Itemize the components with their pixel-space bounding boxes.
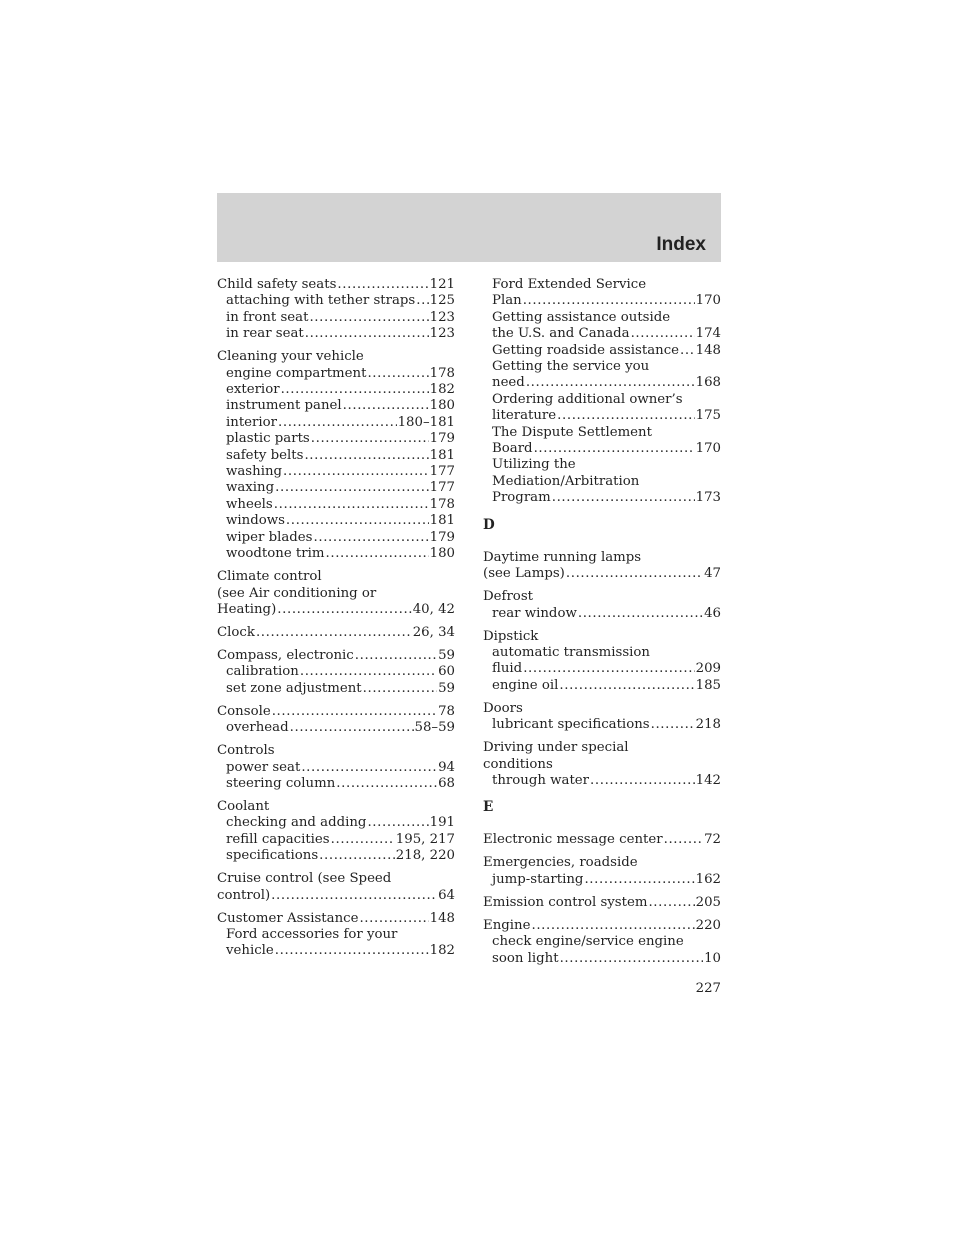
page-ref: 180–181 bbox=[397, 414, 455, 430]
page-ref: 218, 220 bbox=[395, 848, 455, 864]
dot-leader bbox=[523, 293, 695, 309]
entry-text: engine oil bbox=[492, 677, 559, 693]
index-subentry bbox=[217, 310, 455, 326]
dot-leader bbox=[283, 464, 429, 480]
dot-leader bbox=[278, 415, 397, 431]
page-ref: 218 bbox=[695, 717, 721, 733]
entry-gap bbox=[217, 792, 455, 799]
page-ref: 220 bbox=[695, 917, 721, 933]
index-subentry bbox=[483, 408, 721, 424]
entry-gap bbox=[483, 888, 721, 895]
index-subentry bbox=[217, 927, 455, 943]
page-ref: 142 bbox=[695, 772, 721, 788]
index-subentry bbox=[483, 951, 721, 967]
entry-text: specifications bbox=[226, 848, 319, 864]
entry-text: refill capacities bbox=[226, 831, 330, 847]
dot-leader bbox=[552, 490, 695, 506]
index-subentry bbox=[483, 606, 721, 622]
index-subentry bbox=[217, 664, 455, 680]
entry-text: Program bbox=[492, 490, 551, 506]
entry-text: power seat bbox=[226, 759, 301, 775]
index-subentry bbox=[217, 776, 455, 792]
page-ref: 209 bbox=[695, 661, 721, 677]
dot-leader bbox=[363, 681, 437, 697]
entry-text: Child safety seats bbox=[217, 277, 337, 292]
index-subentry bbox=[217, 546, 455, 562]
dot-leader bbox=[651, 717, 695, 733]
entry-text: Dipstick bbox=[483, 628, 539, 644]
dot-leader bbox=[355, 648, 437, 664]
index-subentry bbox=[483, 326, 721, 342]
index-subentry bbox=[217, 480, 455, 496]
index-subentry bbox=[217, 415, 455, 431]
dot-leader bbox=[534, 441, 695, 457]
entry-text: Ordering additional owner’s bbox=[492, 391, 683, 407]
index-subentry bbox=[483, 343, 721, 359]
dot-leader bbox=[305, 326, 429, 342]
entry-text: Emergencies, roadside bbox=[483, 855, 638, 871]
page-ref: 148 bbox=[695, 342, 721, 358]
index-entry bbox=[217, 911, 455, 927]
entry-text: interior bbox=[226, 414, 277, 430]
entry-text: jump-starting bbox=[492, 871, 584, 887]
entry-text: woodtone trim bbox=[226, 546, 325, 562]
page-title: Index bbox=[656, 234, 706, 255]
entry-text: windows bbox=[226, 513, 285, 529]
index-subentry bbox=[217, 815, 455, 831]
dot-leader bbox=[314, 530, 429, 546]
entry-gap bbox=[483, 694, 721, 701]
entry-text: Clock bbox=[217, 624, 255, 640]
entry-text: Plan bbox=[492, 293, 522, 309]
entry-text: Compass, electronic bbox=[217, 647, 354, 663]
index-subentry bbox=[483, 425, 721, 441]
entry-text: literature bbox=[492, 408, 557, 424]
entry-gap bbox=[483, 911, 721, 918]
index-subentry bbox=[217, 326, 455, 342]
entry-text: lubricant specifications bbox=[492, 717, 650, 733]
dot-leader bbox=[648, 895, 694, 911]
dot-leader bbox=[337, 277, 428, 293]
index-subentry bbox=[483, 310, 721, 326]
index-entry bbox=[483, 629, 721, 645]
entry-text: Daytime running lamps bbox=[483, 549, 642, 565]
dot-leader bbox=[319, 848, 395, 864]
page-ref: 180 bbox=[429, 398, 455, 414]
entry-gap bbox=[217, 737, 455, 744]
index-subentry bbox=[483, 490, 721, 506]
page-ref: 182 bbox=[429, 943, 455, 959]
entry-text: checking and adding bbox=[226, 815, 367, 831]
entry-text: soon light bbox=[492, 950, 559, 966]
dot-leader bbox=[560, 951, 704, 967]
index-entry bbox=[483, 740, 721, 756]
page-ref: 179 bbox=[429, 431, 455, 447]
entry-text: wiper blades bbox=[226, 529, 313, 545]
page-ref: 178 bbox=[429, 365, 455, 381]
index-subentry bbox=[483, 293, 721, 309]
entry-text: fluid bbox=[492, 661, 523, 677]
index-subentry bbox=[483, 773, 721, 789]
page-ref: 181 bbox=[429, 513, 455, 529]
page-ref: 123 bbox=[429, 309, 455, 325]
index-subentry bbox=[483, 934, 721, 950]
index-entry bbox=[217, 743, 455, 759]
index-subentry bbox=[483, 474, 721, 490]
entry-text: Getting the service you bbox=[492, 359, 650, 375]
entry-gap bbox=[217, 641, 455, 648]
page-ref: 58–59 bbox=[414, 720, 455, 736]
index-subentry bbox=[217, 448, 455, 464]
entry-gap bbox=[483, 583, 721, 590]
dot-leader bbox=[367, 815, 428, 831]
index-subentry bbox=[217, 513, 455, 529]
entry-gap bbox=[483, 622, 721, 629]
entry-text: conditions bbox=[483, 756, 553, 772]
page-number: 227 bbox=[695, 981, 721, 996]
entry-text: Driving under special bbox=[483, 740, 629, 756]
page-ref: 26, 34 bbox=[412, 624, 455, 640]
entry-gap bbox=[217, 697, 455, 704]
dot-leader bbox=[566, 566, 703, 582]
dot-leader bbox=[275, 480, 428, 496]
index-subentry bbox=[483, 645, 721, 661]
entry-text: Doors bbox=[483, 700, 523, 716]
entry-text: Ford accessories for your bbox=[226, 926, 398, 942]
index-subentry bbox=[483, 678, 721, 694]
entry-text: vehicle bbox=[226, 943, 274, 959]
entry-text: washing bbox=[226, 464, 283, 480]
index-subentry bbox=[217, 943, 455, 959]
index-entry bbox=[483, 832, 721, 848]
entry-text: Emission control system bbox=[483, 894, 648, 910]
page-ref: 173 bbox=[695, 490, 721, 506]
dot-leader bbox=[309, 310, 428, 326]
dot-leader bbox=[336, 776, 437, 792]
entry-text: control) bbox=[217, 887, 271, 903]
index-subentry bbox=[217, 681, 455, 697]
dot-leader bbox=[531, 918, 694, 934]
page-ref: 123 bbox=[429, 326, 455, 342]
page-ref: 182 bbox=[429, 382, 455, 398]
page-ref: 180 bbox=[429, 546, 455, 562]
entry-text: set zone adjustment bbox=[226, 680, 362, 696]
dot-leader bbox=[281, 382, 429, 398]
page-ref: 195, 217 bbox=[395, 831, 455, 847]
entry-text: (see Lamps) bbox=[483, 566, 565, 582]
page-ref: 94 bbox=[438, 759, 455, 775]
page-ref: 40, 42 bbox=[412, 601, 455, 617]
index-entry bbox=[483, 701, 721, 717]
page-ref: 205 bbox=[695, 894, 721, 910]
dot-leader bbox=[631, 326, 695, 342]
index-subentry bbox=[483, 872, 721, 888]
entry-text: safety belts bbox=[226, 447, 304, 463]
entry-text: steering column bbox=[226, 775, 336, 791]
page-ref: 168 bbox=[695, 375, 721, 391]
entry-text: Electronic message center bbox=[483, 832, 663, 848]
entry-text: wheels bbox=[226, 496, 273, 512]
entry-text: calibration bbox=[226, 664, 299, 680]
index-entry bbox=[217, 871, 455, 887]
entry-text: in rear seat bbox=[226, 326, 304, 342]
dot-leader bbox=[680, 343, 695, 359]
entry-text: need bbox=[492, 375, 525, 391]
dot-leader bbox=[275, 943, 429, 959]
index-subentry bbox=[483, 392, 721, 408]
entry-text: Board bbox=[492, 441, 533, 457]
index-subentry bbox=[217, 366, 455, 382]
entry-text: Heating) bbox=[217, 601, 277, 617]
index-subentry bbox=[483, 457, 721, 473]
page-ref: 68 bbox=[438, 775, 455, 791]
index-entry bbox=[217, 888, 455, 904]
index-entry bbox=[217, 648, 455, 664]
index-subentry bbox=[483, 717, 721, 733]
dot-leader bbox=[256, 625, 412, 641]
index-entry bbox=[483, 757, 721, 773]
entry-text: Engine bbox=[483, 917, 531, 933]
dot-leader bbox=[290, 720, 414, 736]
page-ref: 174 bbox=[695, 326, 721, 342]
entry-text: engine compartment bbox=[226, 365, 367, 381]
entry-text: Defrost bbox=[483, 589, 533, 605]
index-subentry bbox=[217, 382, 455, 398]
entry-gap bbox=[483, 734, 721, 741]
index-entry bbox=[483, 918, 721, 934]
page-ref: 72 bbox=[704, 832, 721, 848]
dot-leader bbox=[286, 513, 429, 529]
dot-leader bbox=[557, 408, 694, 424]
entry-text: overhead bbox=[226, 720, 289, 736]
entry-text: attaching with tether straps bbox=[226, 293, 416, 309]
page-ref: 64 bbox=[438, 887, 455, 903]
index-subentry bbox=[217, 832, 455, 848]
index-subentry bbox=[217, 464, 455, 480]
dot-leader bbox=[343, 398, 429, 414]
header-band bbox=[217, 193, 721, 262]
index-entry bbox=[483, 566, 721, 582]
section-letter: E bbox=[483, 799, 494, 816]
page-ref: 181 bbox=[429, 447, 455, 463]
entry-text: Coolant bbox=[217, 798, 270, 814]
index-entry bbox=[217, 277, 455, 293]
entry-text: the U.S. and Canada bbox=[492, 326, 630, 342]
entry-text: Getting assistance outside bbox=[492, 309, 671, 325]
dot-leader bbox=[584, 872, 694, 888]
index-entry bbox=[217, 569, 455, 585]
page-ref: 178 bbox=[429, 496, 455, 512]
index-entry bbox=[483, 550, 721, 566]
entry-text: Climate control bbox=[217, 569, 322, 585]
dot-leader bbox=[590, 773, 695, 789]
index-entry bbox=[217, 586, 455, 602]
entry-text: instrument panel bbox=[226, 398, 342, 414]
index-subentry bbox=[217, 497, 455, 513]
index-subentry bbox=[217, 848, 455, 864]
entry-text: Cruise control (see Speed bbox=[217, 871, 392, 887]
entry-text: Mediation/Arbitration bbox=[492, 473, 640, 489]
index-entry bbox=[483, 855, 721, 871]
index-subentry bbox=[217, 398, 455, 414]
entry-text: Ford Extended Service bbox=[492, 277, 647, 292]
page-ref: 60 bbox=[438, 664, 455, 680]
page-ref: 177 bbox=[429, 480, 455, 496]
page-ref: 191 bbox=[429, 815, 455, 831]
entry-text: automatic transmission bbox=[492, 644, 650, 660]
page-ref: 125 bbox=[429, 293, 455, 309]
dot-leader bbox=[311, 431, 429, 447]
dot-leader bbox=[300, 664, 437, 680]
index-entry bbox=[217, 349, 455, 365]
dot-leader bbox=[559, 678, 694, 694]
dot-leader bbox=[367, 366, 428, 382]
dot-leader bbox=[301, 760, 437, 776]
dot-leader bbox=[416, 293, 428, 309]
entry-text: (see Air conditioning or bbox=[217, 585, 377, 601]
index-entry bbox=[217, 625, 455, 641]
entry-text: through water bbox=[492, 772, 590, 788]
dot-leader bbox=[271, 888, 437, 904]
entry-text: rear window bbox=[492, 605, 577, 621]
entry-text: Getting roadside assistance bbox=[492, 342, 680, 358]
dot-leader bbox=[277, 602, 411, 618]
dot-leader bbox=[664, 832, 703, 848]
dot-leader bbox=[272, 704, 437, 720]
index-subentry bbox=[217, 720, 455, 736]
entry-text: waxing bbox=[226, 480, 275, 496]
dot-leader bbox=[331, 832, 395, 848]
dot-leader bbox=[359, 911, 428, 927]
entry-text: Console bbox=[217, 703, 271, 719]
entry-text: plastic parts bbox=[226, 431, 310, 447]
dot-leader bbox=[578, 606, 703, 622]
dot-leader bbox=[274, 497, 429, 513]
entry-text: Cleaning your vehicle bbox=[217, 349, 364, 365]
page-ref: 46 bbox=[704, 605, 721, 621]
index-entry bbox=[217, 799, 455, 815]
entry-text: check engine/service engine bbox=[492, 934, 684, 950]
index-subentry bbox=[217, 431, 455, 447]
index-subentry bbox=[217, 293, 455, 309]
page-ref: 170 bbox=[695, 293, 721, 309]
section-letter: D bbox=[483, 516, 495, 533]
index-column-left bbox=[217, 277, 455, 960]
entry-text: Controls bbox=[217, 743, 275, 759]
page-ref: 59 bbox=[438, 647, 455, 663]
page-ref: 121 bbox=[429, 277, 455, 292]
page-ref: 148 bbox=[429, 910, 455, 926]
index-entry bbox=[217, 602, 455, 618]
dot-leader bbox=[523, 661, 694, 677]
dot-leader bbox=[526, 375, 695, 391]
entry-gap bbox=[483, 849, 721, 856]
entry-gap bbox=[217, 343, 455, 350]
entry-text: exterior bbox=[226, 382, 280, 398]
index-entry bbox=[483, 589, 721, 605]
entry-gap bbox=[217, 865, 455, 872]
index-entry bbox=[217, 704, 455, 720]
page-ref: 78 bbox=[438, 703, 455, 719]
page-ref: 47 bbox=[704, 566, 721, 582]
index-entry bbox=[483, 895, 721, 911]
entry-text: in front seat bbox=[226, 309, 309, 325]
entry-text: The Dispute Settlement bbox=[492, 424, 652, 440]
page-ref: 59 bbox=[438, 680, 455, 696]
page-ref: 175 bbox=[695, 408, 721, 424]
entry-gap bbox=[217, 563, 455, 570]
entry-text: Utilizing the bbox=[492, 457, 576, 473]
dot-leader bbox=[325, 546, 428, 562]
dot-leader bbox=[304, 448, 428, 464]
index-subentry bbox=[483, 359, 721, 375]
index-subentry bbox=[217, 760, 455, 776]
index-subentry bbox=[217, 530, 455, 546]
entry-text: Customer Assistance bbox=[217, 910, 359, 926]
index-subentry bbox=[483, 277, 721, 293]
page-ref: 10 bbox=[704, 950, 721, 966]
page-ref: 179 bbox=[429, 529, 455, 545]
index-subentry bbox=[483, 441, 721, 457]
index-subentry bbox=[483, 661, 721, 677]
page-ref: 177 bbox=[429, 464, 455, 480]
page-ref: 170 bbox=[695, 441, 721, 457]
index-column-right bbox=[483, 277, 721, 967]
entry-gap bbox=[217, 618, 455, 625]
index-subentry bbox=[483, 375, 721, 391]
entry-gap bbox=[217, 904, 455, 911]
page-ref: 185 bbox=[695, 677, 721, 693]
page-ref: 162 bbox=[695, 871, 721, 887]
